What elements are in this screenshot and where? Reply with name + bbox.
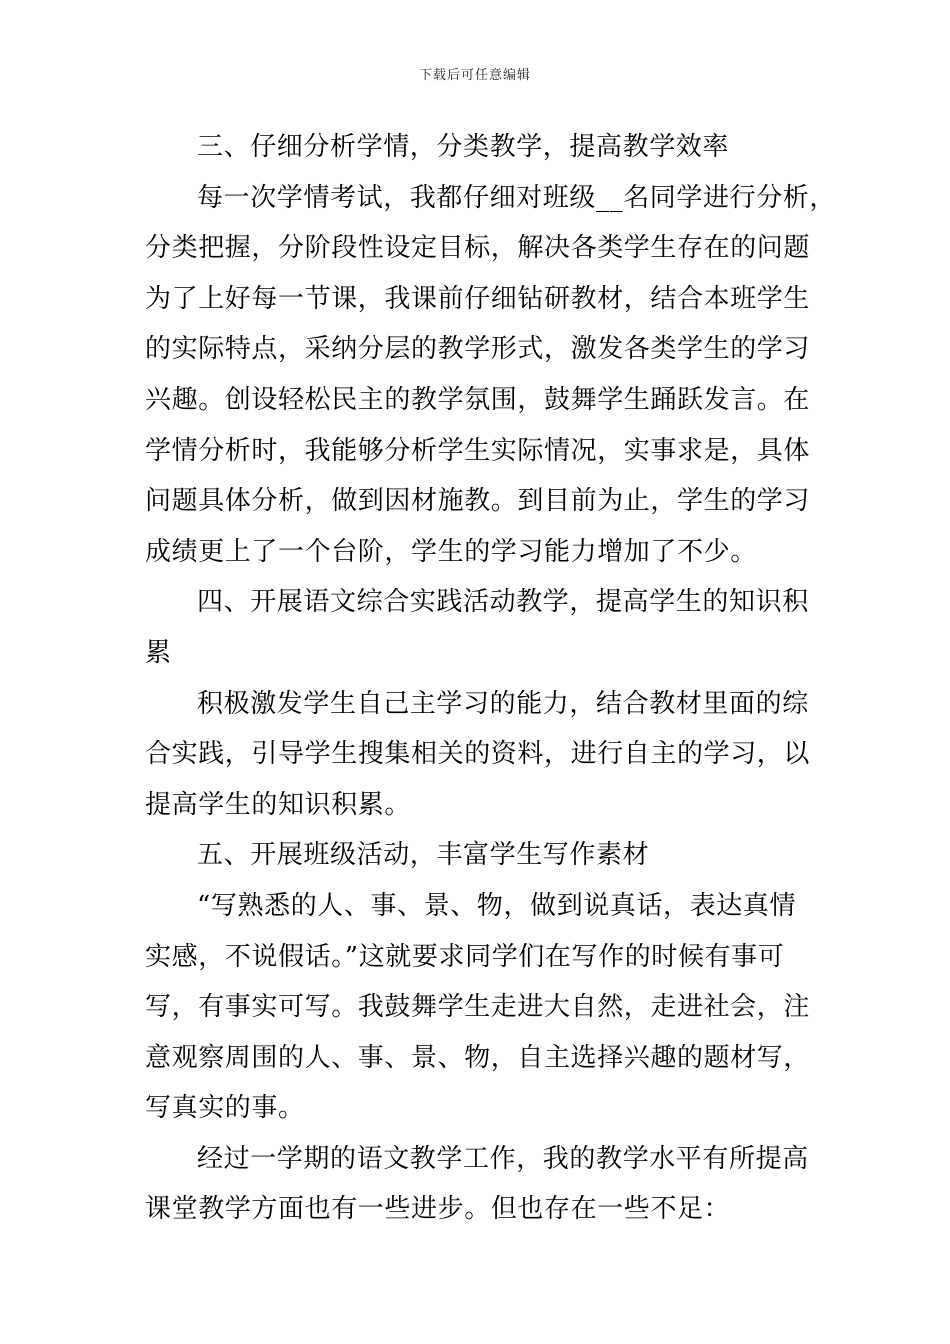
text-line: 课堂教学方面也有一些进步。但也存在一些不足： bbox=[145, 1194, 731, 1225]
text-line: 成绩更上了一个台阶，学生的学习能力增加了不少。 bbox=[145, 536, 757, 567]
text-line: “写熟悉的人、事、景、物，做到说真话，表达真情 bbox=[197, 890, 797, 921]
text-line: 分类把握，分阶段性设定目标，解决各类学生存在的问题 bbox=[145, 233, 811, 264]
text-line: 积极激发学生自己主学习的能力，结合教材里面的综 bbox=[197, 688, 809, 719]
text-line: 为了上好每一节课，我课前仔细钻研教材，结合本班学生 bbox=[145, 283, 811, 314]
text-line: 累 bbox=[145, 637, 172, 668]
text-line: 问题具体分析，做到因材施教。到目前为止，学生的学习 bbox=[145, 486, 811, 517]
text-line: 五、开展班级活动，丰富学生写作素材 bbox=[197, 840, 650, 871]
text-line: 兴趣。创设轻松民主的教学氛围，鼓舞学生踊跃发言。在 bbox=[145, 384, 811, 415]
text-line: 提高学生的知识积累。 bbox=[145, 789, 412, 820]
text-line: 意观察周围的人、事、景、物，自主选择兴趣的题材写， bbox=[145, 1042, 811, 1073]
document-body bbox=[145, 122, 837, 1235]
text-line: 合实践，引导学生搜集相关的资料，进行自主的学习，以 bbox=[145, 739, 811, 770]
text-line: 写真实的事。 bbox=[145, 1093, 305, 1124]
text-line: 经过一学期的语文教学工作，我的教学水平有所提高 bbox=[197, 1143, 809, 1174]
text-line: 四、开展语文综合实践活动教学，提高学生的知识积 bbox=[197, 587, 809, 618]
text-line: 每一次学情考试，我都仔细对班级__名同学进行分析， bbox=[197, 182, 837, 213]
text-line: 实感，不说假话。”这就要求同学们在写作的时候有事可 bbox=[145, 941, 785, 972]
text-line: 三、仔细分析学情，分类教学，提高教学效率 bbox=[197, 132, 730, 162]
text-line: 写，有事实可写。我鼓舞学生走进大自然，走进社会，注 bbox=[145, 992, 811, 1023]
header-note: 下载后可任意编辑 bbox=[418, 68, 531, 83]
text-line: 的实际特点，采纳分层的教学形式，激发各类学生的学习 bbox=[145, 334, 811, 365]
text-line: 学情分析时，我能够分析学生实际情况，实事求是，具体 bbox=[145, 435, 811, 466]
